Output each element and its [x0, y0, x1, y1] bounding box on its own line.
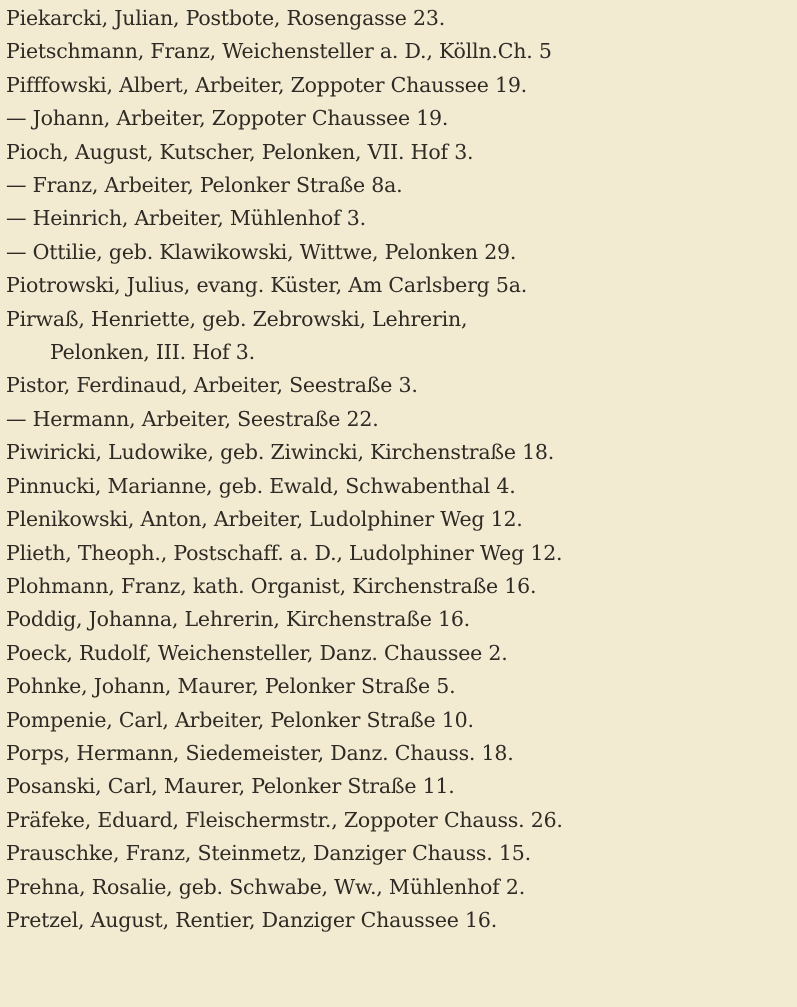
- directory-entry: Pirwaß, Henriette, geb. Zebrowski, Lehrerin,: [6, 306, 468, 331]
- directory-entry: Pretzel, August, Rentier, Danziger Chaussee 16.: [6, 907, 498, 932]
- directory-entry: Pohnke, Johann, Maurer, Pelonker Straße 5.: [6, 674, 456, 699]
- directory-entry: — Ottilie, geb. Klawikowski, Wittwe, Pelonken 29.: [6, 239, 517, 264]
- directory-entry: Plohmann, Franz, kath. Organist, Kirchenstraße 16.: [6, 573, 537, 598]
- directory-entry: Posanski, Carl, Maurer, Pelonker Straße 11.: [6, 774, 455, 799]
- directory-entry: Pifffowski, Albert, Arbeiter, Zoppoter Chaussee 19.: [6, 72, 527, 97]
- directory-entry-continuation: Pelonken, III. Hof 3.: [50, 340, 255, 365]
- directory-entry: Präfeke, Eduard, Fleischermstr., Zoppoter Chauss. 26.: [6, 807, 563, 832]
- directory-entry: Pistor, Ferdinaud, Arbeiter, Seestraße 3.: [6, 373, 418, 398]
- directory-entry: Porps, Hermann, Siedemeister, Danz. Chauss. 18.: [6, 740, 514, 765]
- directory-entry: Pinnucki, Marianne, geb. Ewald, Schwabenthal 4.: [6, 473, 516, 498]
- directory-entry: Piotrowski, Julius, evang. Küster, Am Carlsberg 5a.: [6, 273, 528, 298]
- directory-entry: Piekarcki, Julian, Postbote, Rosengasse 23.: [6, 6, 446, 30]
- directory-entry: — Franz, Arbeiter, Pelonker Straße 8a.: [6, 173, 403, 198]
- directory-entry: Poddig, Johanna, Lehrerin, Kirchenstraße 16.: [6, 607, 470, 632]
- directory-entry: — Hermann, Arbeiter, Seestraße 22.: [6, 406, 379, 431]
- directory-entry: Pioch, August, Kutscher, Pelonken, VII. Hof 3.: [6, 139, 474, 164]
- directory-entry: — Johann, Arbeiter, Zoppoter Chaussee 19.: [6, 106, 449, 131]
- directory-entry: Poeck, Rudolf, Weichensteller, Danz. Chaussee 2.: [6, 640, 508, 665]
- directory-entry: Prauschke, Franz, Steinmetz, Danziger Chauss. 15.: [6, 841, 531, 866]
- directory-entry: Plenikowski, Anton, Arbeiter, Ludolphiner Weg 12.: [6, 507, 523, 532]
- directory-entry: Pompenie, Carl, Arbeiter, Pelonker Straße 10.: [6, 707, 474, 732]
- directory-entry: Plieth, Theoph., Postschaff. a. D., Ludolphiner Weg 12.: [6, 540, 563, 565]
- directory-entry: Piwiricki, Ludowike, geb. Ziwincki, Kirchenstraße 18.: [6, 440, 555, 465]
- directory-entry: Pietschmann, Franz, Weichensteller a. D., Kölln.Ch. 5: [6, 39, 552, 64]
- directory-entry: Prehna, Rosalie, geb. Schwabe, Ww., Mühlenhof 2.: [6, 874, 526, 899]
- directory-entry: — Heinrich, Arbeiter, Mühlenhof 3.: [6, 206, 366, 231]
